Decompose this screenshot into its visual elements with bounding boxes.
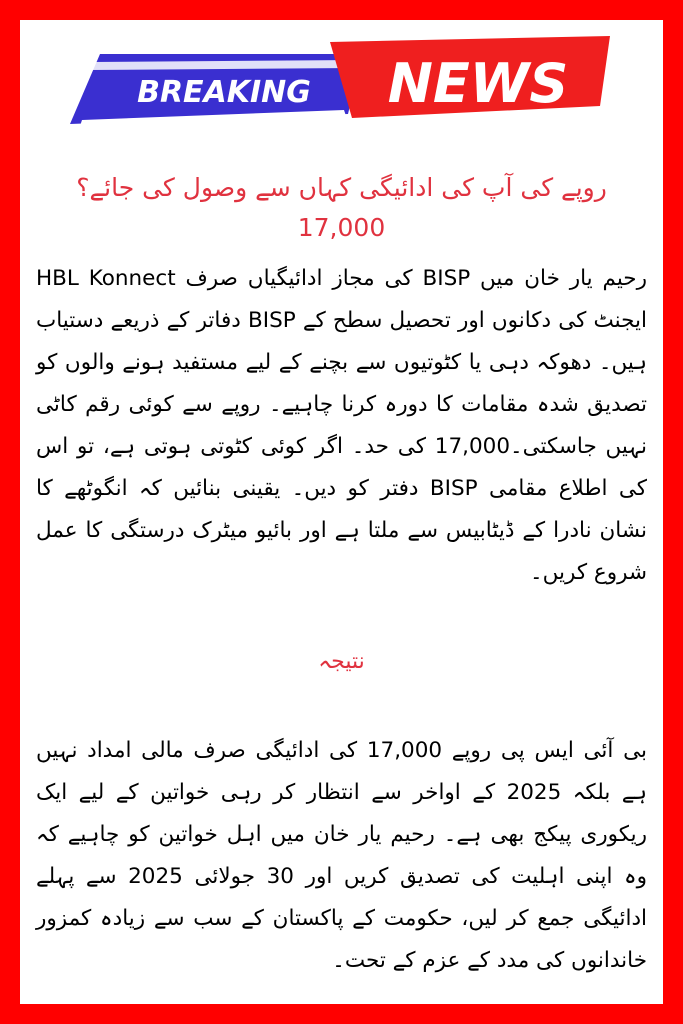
article-headline: روپے کی آپ کی ادائیگی کہاں سے وصول کی جائے؟17,000 <box>76 173 607 242</box>
article-paragraph-1: رحیم یار خان میں BISP کی مجاز ادائیگیاں صرف HBL Konnect ایجنٹ کی دکانوں اور تحصیل سطح کے BISP دفاتر کے ذریعے دستیاب ہیں۔ دھوکہ دہی یا کٹوتیوں سے بچنے کے لیے مستفید ہونے والوں کو تصدیق شدہ مقامات کا دورہ کرنا چاہیے۔ روپے سے کوئی رقم کاٹی نہیں جاسکتی۔17,000 کی حد۔ اگر کوئی کٹوتی ہوتی ہے، تو اس کی اطلاع مقامی BISP دفتر کو دیں۔ یقینی بنائیں کہ انگوٹھے کا نشان نادرا کے ڈیٹابیس سے ملتا ہے اور بائیو میٹرک درستگی کا عمل شروع کریں۔ <box>36 266 648 585</box>
breaking-news-banner <box>62 36 622 126</box>
news-text: NEWS <box>387 52 569 115</box>
conclusion-heading: نتیجہ <box>318 649 365 674</box>
article-paragraph-2: بی آئی ایس پی روپے 17,000 کی ادائیگی صرف مالی امداد نہیں ہے بلکہ 2025 کے اواخر سے انتظار کر رہی خواتین کے لیے ایک ریکوری پیکج بھی ہے۔ رحیم یار خان میں اہل خواتین کو چاہیے کہ وہ اپنی اہلیت کی تصدیق کریں اور 30 جولائی 2025 سے پہلے ادائیگی جمع کر لیں، حکومت کے پاکستان کے سب سے زیادہ کمزور خاندانوں کی مدد کے عزم کے تحت۔ <box>36 738 648 973</box>
breaking-news-logo <box>62 36 622 126</box>
breaking-text: BREAKING <box>137 75 311 110</box>
